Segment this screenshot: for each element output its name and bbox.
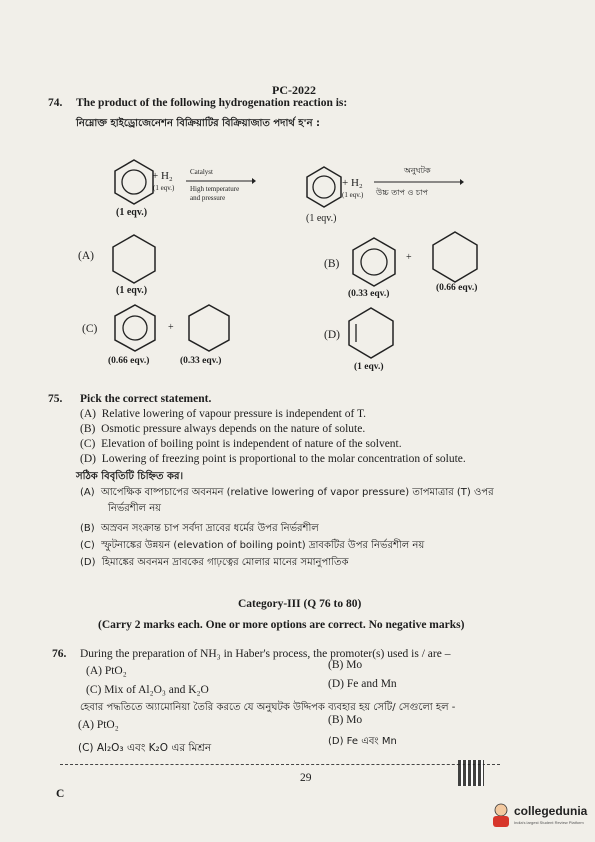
condition-line2: and pressure <box>190 194 226 202</box>
q76-option-b-bn[interactable]: (B) Mo <box>328 714 363 726</box>
q76-text: During the preparation of NH₃ in Haber's process, the promoter(s) used is / are – <box>80 648 451 660</box>
option-c-eq2: (0.33 eqv.) <box>180 356 222 366</box>
plus-sign-b: + <box>406 252 412 263</box>
q75-option-d-bn[interactable]: (D) হিমাঙ্কের অবনমন দ্রাবকের গাঢ়ত্বের মোলার মানের সমানুপাতিক <box>80 557 349 568</box>
brand-tagline: India's largest Student Review Platform <box>514 820 584 825</box>
option-b-eq2: (0.66 eqv.) <box>436 283 478 293</box>
catalyst-label-bn: অনুঘটক <box>404 166 431 175</box>
reaction-arrow-bn-icon <box>374 178 464 186</box>
q75-option-c-bn[interactable]: (C) স্ফুটনাঙ্কের উন্নয়ন (elevation of boiling point) দ্রাবকটির উপর নির্ভরশীল নয় <box>80 540 425 551</box>
q75-option-a-bn-cont: নির্ভরশীল নয় <box>108 503 162 514</box>
category-note: (Carry 2 marks each. One or more options are correct. No negative marks) <box>98 619 465 631</box>
q75-option-a-bn[interactable]: (A) আপেক্ষিক বাষ্পচাপের অবনমন (relative lowering of vapor pressure) তাপমাত্রার (T) ওপর <box>80 487 494 498</box>
q74-option-c-label[interactable]: (C) <box>82 323 98 335</box>
footer-divider <box>60 764 500 765</box>
reagent-eq-bn: (1 eqv.) <box>342 191 364 199</box>
benzene-b-icon <box>350 236 398 288</box>
reagent-h2-bn: + H₂ <box>342 177 363 189</box>
q76-option-c-bn[interactable]: (C) Al₂O₃ এবং K₂O এর মিশ্রন <box>78 742 212 754</box>
cyclohexene-d-icon <box>346 306 396 360</box>
q75-stem-bn: সঠিক বিবৃতিটি চিহ্নিত কর। <box>76 471 184 482</box>
q74-text: The product of the following hydrogenation reaction is: <box>76 97 348 109</box>
q76-option-d[interactable]: (D) Fe and Mn <box>328 678 397 690</box>
paper-code: PC-2022 <box>272 83 316 97</box>
brand-name: collegedunia <box>514 804 588 818</box>
collegedunia-logo <box>490 800 590 834</box>
set-letter: C <box>56 788 65 800</box>
reagent-h2: + H₂ <box>152 170 173 182</box>
condition-bn: উচ্চ তাপ ও চাপ <box>376 188 428 197</box>
q74-option-b-label[interactable]: (B) <box>324 258 340 270</box>
option-b-eq1: (0.33 eqv.) <box>348 289 390 299</box>
q75-option-a[interactable]: (A) Relative lowering of vapour pressure is independent of T. <box>80 408 367 420</box>
benzene-reactant-bn-icon <box>304 165 344 209</box>
option-c-eq1: (0.66 eqv.) <box>108 356 150 366</box>
cyclohexane-a-icon <box>110 233 158 285</box>
q74-option-a-label[interactable]: (A) <box>78 250 94 262</box>
reaction-arrow-icon <box>186 177 256 185</box>
benzene-c-icon <box>112 303 158 353</box>
reactant-eq-bn: (1 eqv.) <box>306 213 337 224</box>
q75-option-c[interactable]: (C) Elevation of boiling point is independent of nature of the solvent. <box>80 438 402 450</box>
q75-option-b[interactable]: (B) Osmotic pressure always depends on the nature of solute. <box>80 423 366 435</box>
student-avatar-icon <box>490 802 512 828</box>
q75-stem: Pick the correct statement. <box>80 393 212 405</box>
q75-number: 75. <box>48 393 63 405</box>
condition-line1: High temperature <box>190 185 240 193</box>
cyclohexane-b-icon <box>430 230 480 284</box>
category-title: Category-III (Q 76 to 80) <box>238 598 362 610</box>
q76-option-d-bn[interactable]: (D) Fe এবং Mn <box>328 736 397 747</box>
cyclohexane-c-icon <box>186 303 232 353</box>
benzene-reactant-icon <box>112 158 156 206</box>
q74-number: 74. <box>48 97 63 109</box>
option-d-eq: (1 eqv.) <box>354 362 384 372</box>
q74-text-bn: নিম্নোক্ত হাইড্রোজেনেশন বিক্রিয়াটির বিক্রিয়াজাত পদার্থ হ'ন : <box>76 118 321 129</box>
q75-option-b-bn[interactable]: (B) অস্রবন সংক্রান্ত চাপ সর্বদা দ্রাবের ধর্মের উপর নির্ভরশীল <box>80 523 319 534</box>
q76-option-b[interactable]: (B) Mo <box>328 659 363 671</box>
reactant-eq: (1 eqv.) <box>116 207 148 218</box>
page-number: 29 <box>300 772 312 784</box>
catalyst-label: Catalyst <box>190 168 213 176</box>
plus-sign-c: + <box>168 322 174 333</box>
reagent-eq: (1 eqv.) <box>153 184 175 192</box>
q76-option-c[interactable]: (C) Mix of Al₂O₃ and K₂O <box>86 684 209 696</box>
option-a-eq: (1 eqv.) <box>116 285 148 296</box>
q74-option-d-label[interactable]: (D) <box>324 329 340 341</box>
q75-option-d[interactable]: (D) Lowering of freezing point is proportional to the molar concentration of solute. <box>80 453 466 465</box>
q76-option-a-bn[interactable]: (A) PtO₂ <box>78 719 119 731</box>
qr-code-icon <box>458 760 484 786</box>
q76-option-a[interactable]: (A) PtO₂ <box>86 665 127 677</box>
q76-text-bn: হেবার পদ্ধতিতে অ্যামোনিয়া তৈরি করতে যে অনুঘটক উদ্দিপক ব্যবহার হয় সেটি/ সেগুলো হল - <box>80 702 456 713</box>
q76-number: 76. <box>52 648 67 660</box>
